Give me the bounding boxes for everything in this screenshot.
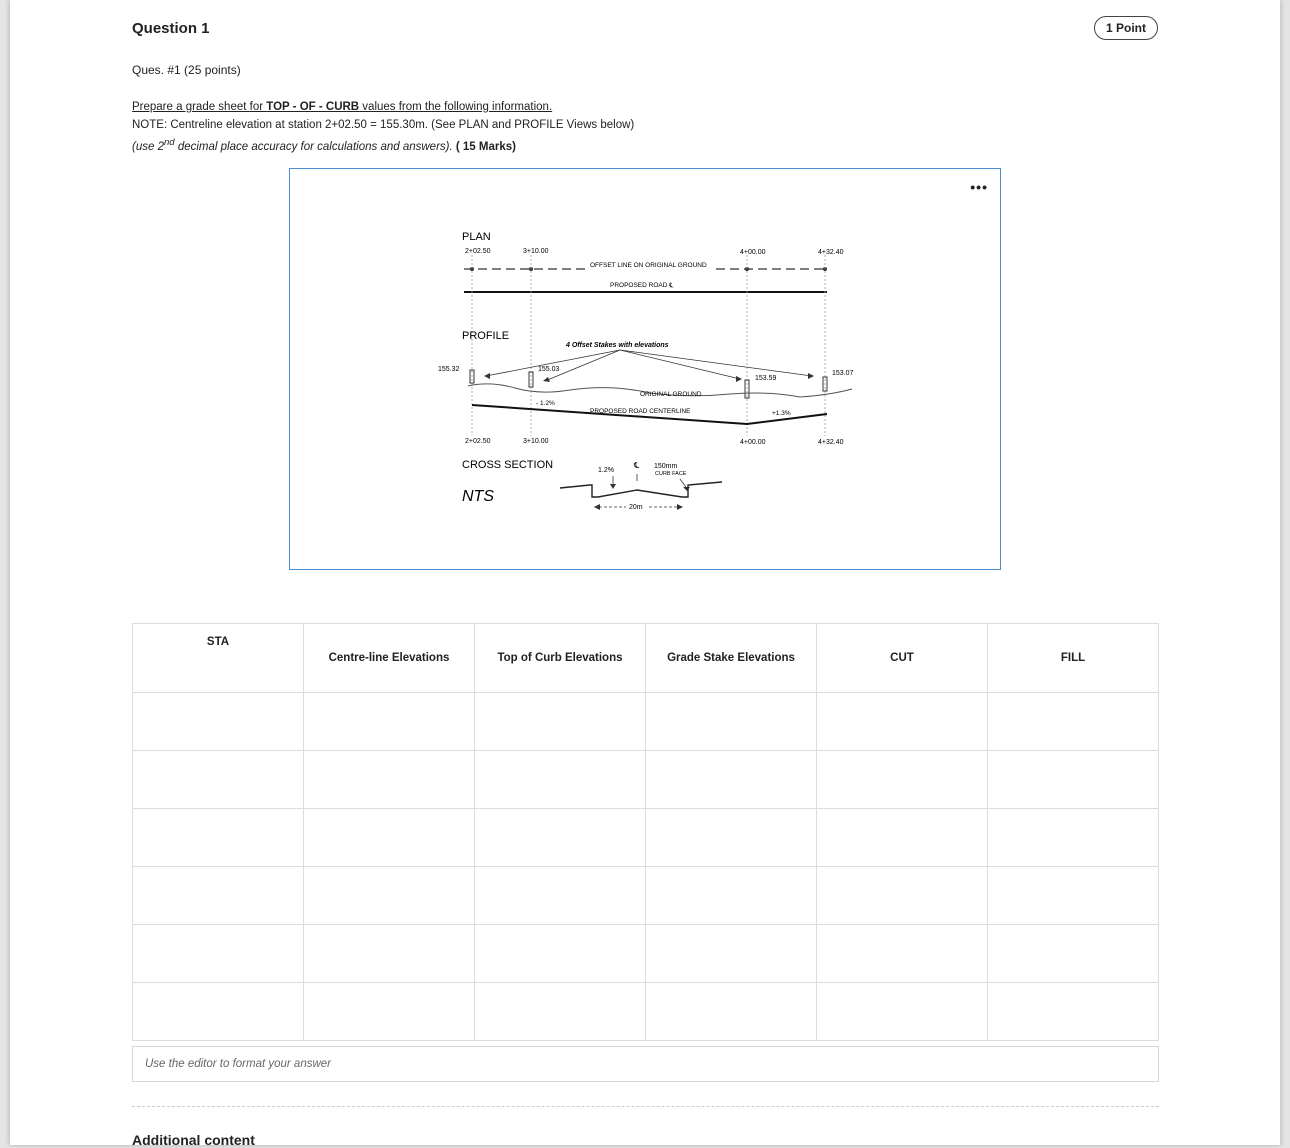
table-row (133, 925, 1159, 983)
nts-label: NTS (462, 488, 494, 505)
column-header-top-of-curb: Top of Curb Elevations (475, 624, 646, 693)
table-row (133, 809, 1159, 867)
cross-slope-label: 1.2% (598, 467, 614, 474)
centerline-label: PROPOSED ROAD CENTERLINE (590, 408, 691, 415)
column-header-sta: STA (133, 624, 304, 693)
table-cell[interactable] (475, 983, 646, 1041)
table-row (133, 983, 1159, 1041)
station-label: 4+32.40 (818, 249, 844, 256)
curb-face-label: CURB FACE (655, 471, 687, 477)
table-cell[interactable] (817, 983, 988, 1041)
more-options-icon[interactable]: ••• (970, 179, 988, 195)
original-ground-label: ORIGINAL GROUND (640, 391, 702, 398)
stakes-label: 4 Offset Stakes with elevations (566, 342, 669, 349)
instruction-line-1: Prepare a grade sheet for TOP - OF - CURB values from the following information. (132, 101, 553, 113)
table-cell[interactable] (304, 809, 475, 867)
question-title: Question 1 (132, 20, 210, 37)
table-cell[interactable] (475, 867, 646, 925)
table-cell[interactable] (475, 809, 646, 867)
editor-placeholder: Use the editor to format your answer (145, 1058, 331, 1070)
station-label: 2+02.50 (465, 438, 491, 445)
additional-content-heading: Additional content (132, 1132, 255, 1148)
table-cell[interactable] (988, 693, 1159, 751)
table-cell[interactable] (646, 867, 817, 925)
figure-image[interactable] (289, 168, 1001, 570)
table-cell[interactable] (988, 925, 1159, 983)
station-label: 3+10.00 (523, 438, 549, 445)
answer-editor[interactable] (132, 1046, 1159, 1082)
column-header-cut: CUT (817, 624, 988, 693)
table-cell[interactable] (475, 925, 646, 983)
elevation-label: 155.03 (538, 366, 560, 373)
table-cell[interactable] (475, 693, 646, 751)
table-row (133, 751, 1159, 809)
curb-height-label: 150mm (654, 463, 678, 470)
road-width-label: 20m (629, 504, 643, 511)
question-page (10, 0, 1280, 1148)
table-cell[interactable] (646, 809, 817, 867)
plan-title: PLAN (462, 231, 491, 243)
table-cell[interactable] (817, 925, 988, 983)
table-cell[interactable] (304, 925, 475, 983)
cross-section-title: CROSS SECTION (462, 459, 554, 471)
table-cell[interactable] (133, 751, 304, 809)
table-cell[interactable] (133, 809, 304, 867)
grade-label: +1.3% (772, 410, 791, 417)
table-cell[interactable] (304, 983, 475, 1041)
plan-profile-drawing (290, 169, 1000, 569)
instruction-line-3: (use 2nd decimal place accuracy for calculations and answers). ( 15 Marks) (132, 137, 516, 153)
column-header-centreline: Centre-line Elevations (304, 624, 475, 693)
table-cell[interactable] (646, 693, 817, 751)
instruction-line-2: NOTE: Centreline elevation at station 2+02.50 = 155.30m. (See PLAN and PROFILE Views below) (132, 119, 635, 131)
table-cell[interactable] (475, 751, 646, 809)
table-cell[interactable] (646, 983, 817, 1041)
station-label: 3+10.00 (523, 248, 549, 255)
table-cell[interactable] (304, 693, 475, 751)
table-cell[interactable] (988, 809, 1159, 867)
table-cell[interactable] (133, 867, 304, 925)
proposed-road-label: PROPOSED ROAD ℄ (610, 282, 674, 289)
table-cell[interactable] (988, 983, 1159, 1041)
table-cell[interactable] (133, 925, 304, 983)
table-cell[interactable] (304, 867, 475, 925)
table-cell[interactable] (988, 867, 1159, 925)
offset-line-label: OFFSET LINE ON ORIGINAL GROUND (590, 262, 707, 269)
station-label: 4+00.00 (740, 249, 766, 256)
table-row (133, 693, 1159, 751)
station-label: 2+02.50 (465, 248, 491, 255)
table-cell[interactable] (646, 925, 817, 983)
table-cell[interactable] (133, 983, 304, 1041)
column-header-fill: FILL (988, 624, 1159, 693)
table-cell[interactable] (133, 693, 304, 751)
column-header-grade-stake: Grade Stake Elevations (646, 624, 817, 693)
grade-sheet-table (132, 623, 1159, 1041)
elevation-label: 153.07 (832, 370, 854, 377)
table-cell[interactable] (817, 751, 988, 809)
table-cell[interactable] (817, 809, 988, 867)
table-cell[interactable] (988, 751, 1159, 809)
question-label: Ques. #1 (25 points) (132, 63, 241, 77)
station-label: 4+32.40 (818, 439, 844, 446)
table-cell[interactable] (817, 867, 988, 925)
station-label: 4+00.00 (740, 439, 766, 446)
table-cell[interactable] (817, 693, 988, 751)
table-header-row (133, 624, 1159, 693)
elevation-label: 153.59 (755, 375, 777, 382)
table-row (133, 867, 1159, 925)
points-badge: 1 Point (1094, 16, 1158, 40)
elevation-label: 155.32 (438, 366, 460, 373)
centerline-symbol: ℄ (634, 461, 640, 470)
table-cell[interactable] (304, 751, 475, 809)
section-divider (132, 1106, 1159, 1107)
profile-title: PROFILE (462, 330, 510, 342)
grade-label: - 1.2% (536, 400, 555, 407)
table-cell[interactable] (646, 751, 817, 809)
question-instructions (132, 98, 634, 156)
